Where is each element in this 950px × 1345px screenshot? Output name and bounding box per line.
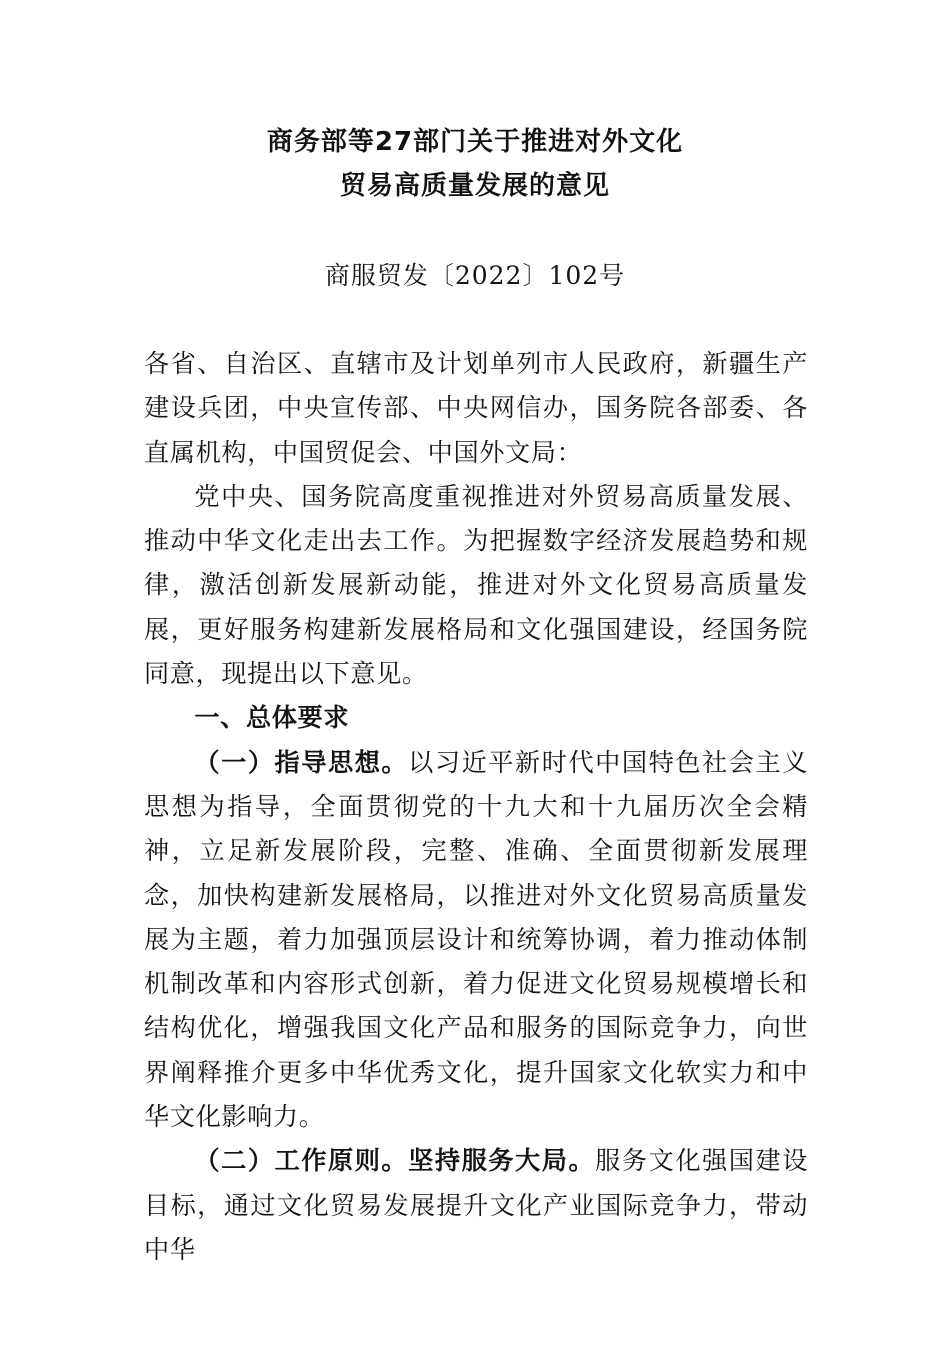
guiding-ideology-lead: （一）指导思想。: [194, 747, 409, 777]
guiding-ideology-text: 以习近平新时代中国特色社会主义思想为指导，全面贯彻党的十九大和十九届历次全会精神，立足新发展阶段，完整、准确、全面贯彻新发展理念，加快构建新发展格局，以推进对外文化贸易高质量发展为主题，着力加强顶层设计和统筹协调，着力推动体制机制改革和内容形式创新，着力促进文化贸易规模增长和结构优化，增强我国文化产品和服务的国际竞争力，向世界阐释推介更多中华优秀文化，提升国家文化软实力和中华文化影响力。: [144, 747, 808, 1132]
document-number: 商服贸发〔2022〕102号: [324, 261, 626, 290]
intro-paragraph: 党中央、国务院高度重视推进对外贸易高质量发展、推动中华文化走出去工作。为把握数字经济发展趋势和规律，激活创新发展新动能，推进对外文化贸易高质量发展，更好服务构建新发展格局和文化强国建设，经国务院同意，现提出以下意见。: [144, 481, 808, 689]
working-principles-lead: （二）工作原则。坚持服务大局。: [194, 1146, 596, 1176]
title-line-1: 商务部等27部门关于推进对外文化: [266, 127, 684, 157]
document-body: [144, 342, 808, 1272]
working-principles-text: 服务文化强国建设目标，通过文化贸易发展提升文化产业国际竞争力，带动中华: [144, 1146, 808, 1264]
document-title: [0, 120, 950, 208]
title-line-2: 贸易高质量发展的意见: [339, 171, 610, 201]
guiding-ideology-paragraph: [144, 741, 808, 1140]
section-heading-general-requirements: 一、总体要求: [194, 703, 350, 733]
working-principles-paragraph: [144, 1139, 808, 1272]
addressees-paragraph: 各省、自治区、直辖市及计划单列市人民政府，新疆生产建设兵团，中央宣传部、中央网信办，国务院各部委、各直属机构，中国贸促会、中国外文局：: [144, 349, 808, 467]
